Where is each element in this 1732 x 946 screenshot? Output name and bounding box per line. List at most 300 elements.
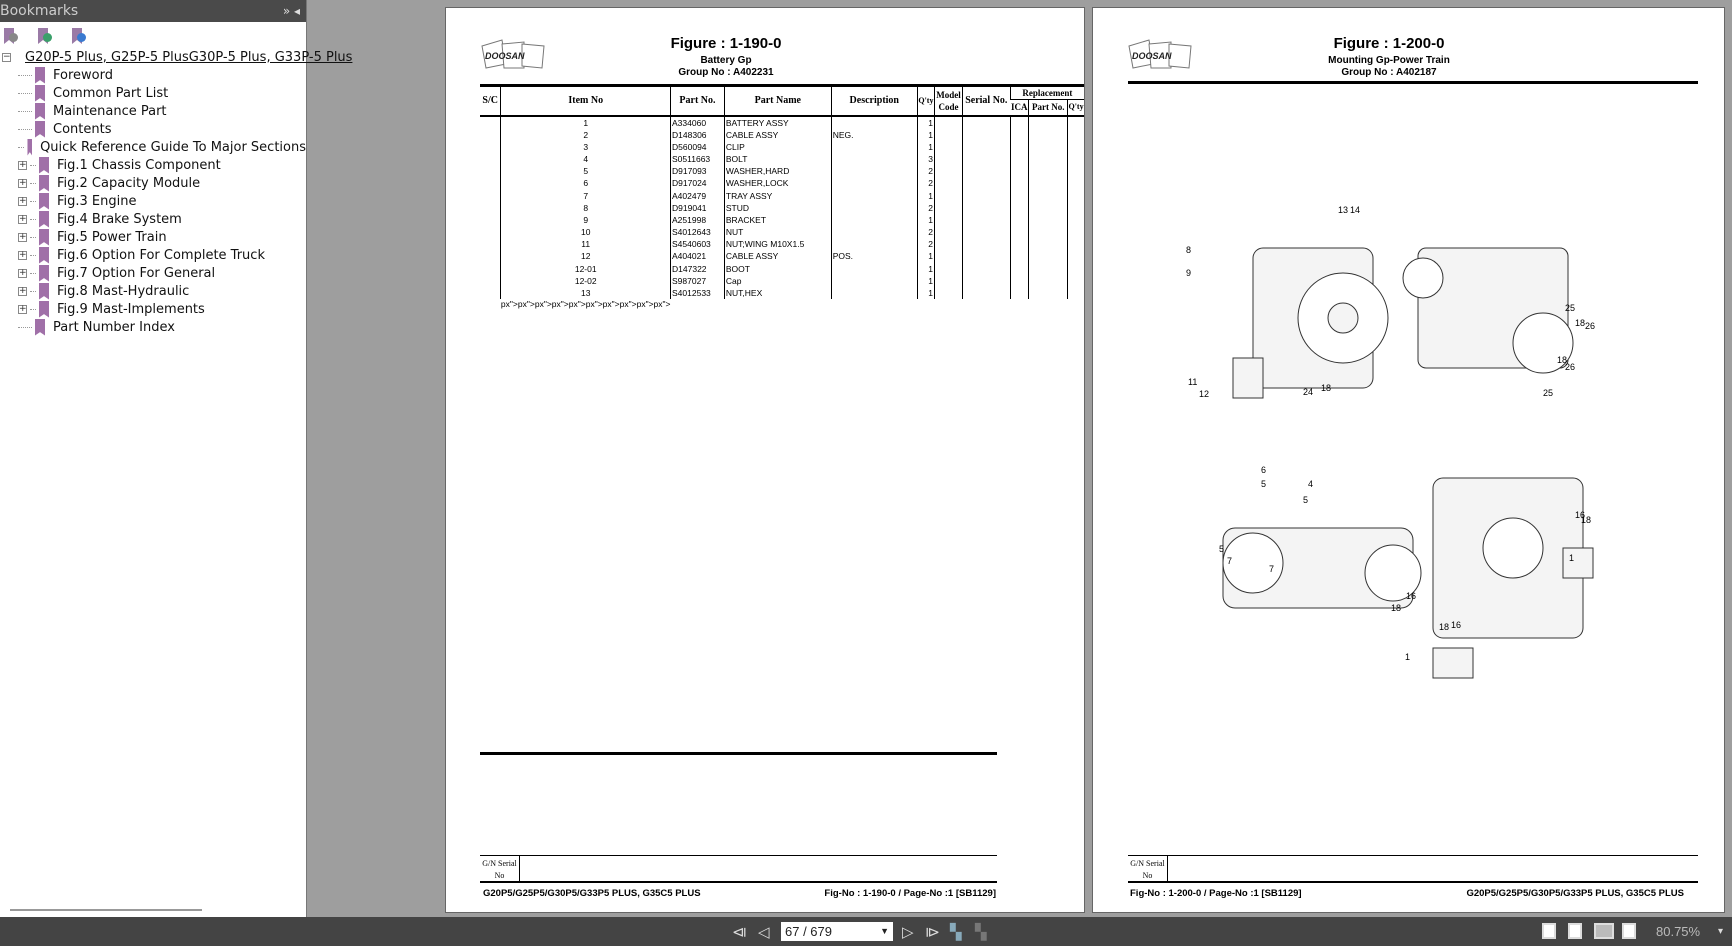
callout-number: 7	[1227, 556, 1233, 566]
cell-qty: 1	[917, 141, 934, 153]
callout-number: 1	[1569, 553, 1575, 563]
group-number: Group No : A402187	[1341, 67, 1437, 78]
figure-title: Figure : 1-200-0	[1333, 35, 1445, 52]
cell-sc	[480, 287, 501, 299]
col-sc: S/C	[480, 86, 501, 116]
cell-repl-qty	[1068, 116, 1084, 129]
bookmark-label: Fig.3 Engine	[57, 193, 137, 209]
tree-line	[30, 273, 36, 274]
single-page-view-button[interactable]	[1542, 923, 1556, 939]
cell-sc	[480, 238, 501, 250]
bookmarks-toolbar	[0, 22, 306, 48]
bookmark-item[interactable]	[0, 300, 306, 318]
table-row	[480, 165, 1084, 177]
cell-item: 12-01	[501, 263, 671, 275]
mount-bracket-drawing	[1233, 358, 1263, 398]
cell-repl-qty	[1068, 263, 1084, 275]
page-number-value: 67 / 679	[785, 924, 832, 939]
table-row	[480, 153, 1084, 165]
cell-description: NEG.	[831, 129, 917, 141]
cell-ica	[1010, 141, 1029, 153]
cell-description	[831, 177, 917, 189]
bookmark-item[interactable]	[0, 282, 306, 300]
cell-repl-qty	[1068, 275, 1084, 287]
col-part-no: Part No.	[671, 86, 725, 116]
cell-qty: 2	[917, 165, 934, 177]
bookmark-label: Maintenance Part	[53, 103, 167, 119]
callout-number: 5	[1219, 544, 1225, 554]
cell-sc	[480, 177, 501, 189]
exploded-parts-diagram	[1186, 205, 1633, 728]
zoom-level[interactable]: 80.75%	[1656, 924, 1701, 939]
cell-ica	[1010, 202, 1029, 214]
cell-description	[831, 275, 917, 287]
tree-line	[18, 129, 32, 130]
bookmark-icon	[35, 319, 45, 336]
cell-qty: 1	[917, 189, 934, 201]
cell-ica	[1010, 177, 1029, 189]
cell-repl-part	[1029, 238, 1068, 250]
bookmark-label: Fig.5 Power Train	[57, 229, 167, 245]
bookmark-item[interactable]	[0, 156, 306, 174]
svg-text:DOOSAN: DOOSAN	[1132, 51, 1172, 61]
bookmark-tree	[0, 48, 353, 336]
cell-repl-part	[1029, 214, 1068, 226]
cell-model	[934, 263, 962, 275]
cell-item: 12-02	[501, 275, 671, 287]
cell-description	[831, 189, 917, 201]
cell-repl-part	[1029, 250, 1068, 262]
footer-models: G20P5/G25P5/G30P5/G33P5 PLUS, G35C5 PLUS	[483, 888, 701, 899]
callout-number: 18	[1391, 603, 1402, 613]
first-page-button[interactable]: ⧏	[732, 924, 747, 941]
footer-fig-no: Fig-No : 1-200-0 / Page-No :1 [SB1129]	[1130, 888, 1302, 899]
cell-serial	[962, 226, 1010, 238]
cell-repl-qty	[1068, 238, 1084, 250]
cell-repl-qty	[1068, 165, 1084, 177]
cell-serial	[962, 116, 1010, 129]
footer-fig-no: Fig-No : 1-190-0 / Page-No :1 [SB1129]	[824, 888, 996, 899]
cell-part-no: D917093	[671, 165, 725, 177]
bookmark-icon	[39, 301, 49, 318]
cell-repl-qty	[1068, 202, 1084, 214]
cell-repl-qty	[1068, 287, 1084, 299]
callout-number: 25	[1565, 303, 1576, 313]
bookmark-icon	[35, 103, 45, 120]
cell-item: 4	[501, 153, 671, 165]
callout-number: 16	[1406, 591, 1417, 601]
cell-repl-part	[1029, 226, 1068, 238]
tree-line	[18, 93, 32, 94]
cell-part-no: D148306	[671, 129, 725, 141]
cell-serial	[962, 214, 1010, 226]
callout-number: 7	[1269, 564, 1275, 574]
cell-part-name: BATTERY ASSY	[724, 116, 831, 129]
cell-serial	[962, 189, 1010, 201]
table-row	[480, 214, 1084, 226]
callout-number: 9	[1186, 268, 1192, 278]
cell-ica	[1010, 238, 1029, 250]
col-repl-part-no: Part No.	[1029, 100, 1068, 116]
bookmark-label: Quick Reference Guide To Major Sections	[40, 139, 306, 155]
expand-icon[interactable]: +	[19, 195, 27, 206]
footer-models: G20P5/G25P5/G30P5/G33P5 PLUS, G35C5 PLUS	[1466, 888, 1684, 899]
callout-number: 18	[1321, 383, 1332, 393]
expand-icon[interactable]: +	[19, 213, 27, 224]
cell-part-no: A404021	[671, 250, 725, 262]
cell-part-name: CLIP	[724, 141, 831, 153]
cell-sc	[480, 202, 501, 214]
cell-qty: 1	[917, 214, 934, 226]
two-page-view-button[interactable]	[1594, 923, 1614, 939]
bookmark-root[interactable]	[0, 48, 353, 66]
cell-repl-qty	[1068, 226, 1084, 238]
continuous-view-button[interactable]	[1568, 923, 1582, 939]
bookmark-item[interactable]	[0, 174, 306, 192]
cell-sc	[480, 141, 501, 153]
cell-qty: 2	[917, 177, 934, 189]
expand-icon[interactable]: +	[19, 267, 27, 278]
cell-ica	[1010, 165, 1029, 177]
cell-repl-part	[1029, 129, 1068, 141]
cell-repl-qty	[1068, 129, 1084, 141]
cell-ica	[1010, 153, 1029, 165]
cell-part-name: CABLE ASSY	[724, 250, 831, 262]
page-number-input[interactable]	[781, 922, 893, 941]
cell-sc	[480, 214, 501, 226]
cell-model	[934, 141, 962, 153]
cell-part-name: TRAY ASSY	[724, 189, 831, 201]
add-bookmark-icon[interactable]	[38, 28, 52, 44]
table-row	[480, 202, 1084, 214]
callout-number: 26	[1565, 362, 1576, 372]
bookmark-item[interactable]	[0, 120, 306, 138]
callout-number: 13	[1338, 205, 1349, 215]
cell-part-no: D560094	[671, 141, 725, 153]
cell-serial	[962, 153, 1010, 165]
gn-serial-label: G/N Serial No	[480, 856, 520, 881]
cell-item: 2	[501, 129, 671, 141]
cell-model	[934, 177, 962, 189]
cell-description	[831, 165, 917, 177]
table-bottom-rule	[480, 752, 997, 755]
cell-item: 8	[501, 202, 671, 214]
cell-model	[934, 116, 962, 129]
cell-model	[934, 226, 962, 238]
pdf-page-illustration	[1092, 7, 1725, 913]
bookmark-label: Part Number Index	[53, 319, 175, 335]
cell-part-name: CABLE ASSY	[724, 129, 831, 141]
horizontal-scrollbar[interactable]	[10, 909, 202, 911]
cell-repl-part	[1029, 287, 1068, 299]
cell-model	[934, 214, 962, 226]
callout-number: 8	[1186, 245, 1192, 255]
cell-qty: 2	[917, 226, 934, 238]
delete-bookmark-icon[interactable]	[4, 28, 18, 44]
tree-line	[30, 309, 36, 310]
expand-icon[interactable]: +	[19, 177, 27, 188]
callout-number: 11	[1188, 377, 1198, 387]
cell-serial	[962, 238, 1010, 250]
table-row	[480, 177, 1084, 189]
table-row	[480, 129, 1084, 141]
bookmark-item[interactable]	[0, 102, 306, 120]
panel-controls[interactable]: » ◂	[282, 4, 300, 18]
tree-line	[18, 111, 32, 112]
tree-line	[18, 327, 32, 328]
cell-model	[934, 202, 962, 214]
cell-ica	[1010, 275, 1029, 287]
tree-line	[18, 75, 32, 76]
goto-bookmark-icon[interactable]	[72, 28, 86, 44]
tree-line	[30, 237, 36, 238]
callout-number: 1	[1405, 652, 1411, 662]
cell-qty: 1	[917, 129, 934, 141]
bookmark-label: Fig.9 Mast-Implements	[57, 301, 205, 317]
cell-part-name: BRACKET	[724, 214, 831, 226]
table-row	[480, 287, 1084, 299]
callout-number: 16	[1451, 620, 1462, 630]
cell-repl-part	[1029, 116, 1068, 129]
table-row	[480, 226, 1084, 238]
cell-ica	[1010, 250, 1029, 262]
expand-icon[interactable]: +	[19, 285, 27, 296]
navigation-toolbar	[0, 917, 1732, 946]
cell-item: 10	[501, 226, 671, 238]
cell-qty: 1	[917, 287, 934, 299]
bookmark-icon	[35, 85, 45, 102]
cell-part-no: A251998	[671, 214, 725, 226]
tree-line	[30, 291, 36, 292]
cell-sc	[480, 275, 501, 287]
col-part-name: Part Name	[724, 86, 831, 116]
bookmark-item[interactable]	[0, 318, 306, 336]
cell-repl-part	[1029, 263, 1068, 275]
figure-subtitle: Mounting Gp-Power Train	[1328, 55, 1450, 66]
cell-model	[934, 153, 962, 165]
header-rule	[1128, 81, 1698, 84]
bookmark-icon	[39, 211, 49, 228]
parts-table: S/C Item No Part No. Part Name Description Q'ty Model Code Serial No. Replacement ICA Part No. Q'ty 1 A334060 BATTERY ASSY 1 2 D148306 CABLE ASSY NEG. 1 3 D560094 CLIP 1 4 S0511663 BOLT 3 5 D917093 WASHER,HARD 2 6 D917024 WASHER,LOCK 2 7 A402479 TRAY ASSY 1 8 D919041 STUD 2 9 A251998 BRACKET 1 10 S4012643 NUT 2 11 S4540603 NUT;WING M10X1.5 2 12 A404021 CABLE ASSY POS. 1 12-01 D147322 BOOT 1 12-02 S987027 Cap 1 13 S4012533 NUT,HEX 1 px">px">px">px">px">px">px">px">px">px">	[480, 84, 1084, 748]
pdf-page-parts-list	[445, 7, 1085, 913]
cell-model	[934, 238, 962, 250]
bookmark-label: Contents	[53, 121, 112, 137]
cell-model	[934, 250, 962, 262]
cell-part-name: BOLT	[724, 153, 831, 165]
bookmark-item[interactable]	[0, 228, 306, 246]
cell-serial	[962, 177, 1010, 189]
dropdown-arrow-icon[interactable]: ▼	[880, 926, 889, 936]
cell-description	[831, 263, 917, 275]
col-ica: ICA	[1010, 100, 1029, 116]
table-row	[480, 116, 1084, 129]
cell-model	[934, 129, 962, 141]
cell-model	[934, 275, 962, 287]
cell-model	[934, 165, 962, 177]
bookmark-icon	[39, 193, 49, 210]
group-number: Group No : A402231	[678, 67, 774, 78]
cell-part-no: S987027	[671, 275, 725, 287]
cell-item: 5	[501, 165, 671, 177]
cell-description	[831, 287, 917, 299]
cell-repl-qty	[1068, 214, 1084, 226]
callout-number: 6	[1261, 465, 1267, 475]
tree-line	[30, 201, 36, 202]
bookmark-icon	[39, 247, 49, 264]
table-row	[480, 141, 1084, 153]
bookmarks-panel	[0, 0, 353, 917]
collapse-icon[interactable]: −	[3, 51, 11, 62]
callout-number: 5	[1303, 495, 1309, 505]
cell-serial	[962, 202, 1010, 214]
bookmark-label: Fig.1 Chassis Component	[57, 157, 221, 173]
cell-serial	[962, 129, 1010, 141]
col-replacement: Replacement	[1010, 86, 1084, 100]
gn-serial-box	[480, 855, 997, 883]
cell-part-name: NUT;WING M10X1.5	[724, 238, 831, 250]
cell-ica	[1010, 189, 1029, 201]
previous-view-icon[interactable]: ▚	[950, 924, 962, 941]
cell-qty: 1	[917, 263, 934, 275]
next-view-icon[interactable]: ▚	[975, 924, 987, 941]
col-item-no: Item No	[501, 86, 671, 116]
cell-part-no: A402479	[671, 189, 725, 201]
cell-part-name: NUT,HEX	[724, 287, 831, 299]
col-repl-qty: Q'ty	[1068, 100, 1084, 116]
cell-item: 9	[501, 214, 671, 226]
cell-qty: 2	[917, 202, 934, 214]
cell-item: 7	[501, 189, 671, 201]
expand-icon[interactable]: +	[19, 159, 27, 170]
cell-part-name: WASHER,LOCK	[724, 177, 831, 189]
col-qty: Q'ty	[917, 86, 934, 116]
cell-qty: 1	[917, 250, 934, 262]
table-row	[480, 263, 1084, 275]
bookmark-label: Fig.8 Mast-Hydraulic	[57, 283, 190, 299]
cell-ica	[1010, 214, 1029, 226]
cell-description	[831, 202, 917, 214]
cell-sc	[480, 153, 501, 165]
cell-repl-part	[1029, 165, 1068, 177]
bookmark-label: Fig.4 Brake System	[57, 211, 182, 227]
cell-repl-part	[1029, 202, 1068, 214]
cell-ica	[1010, 116, 1029, 129]
bookmark-icon	[39, 157, 49, 174]
cell-part-name: STUD	[724, 202, 831, 214]
bookmark-item[interactable]	[0, 210, 306, 228]
last-page-button[interactable]: ⧐	[925, 924, 940, 941]
cell-serial	[962, 263, 1010, 275]
cell-sc	[480, 116, 501, 129]
cell-part-no: A334060	[671, 116, 725, 129]
bookmarks-title: Bookmarks	[0, 3, 79, 19]
cell-part-no: S4012643	[671, 226, 725, 238]
cell-serial	[962, 165, 1010, 177]
tree-line	[18, 147, 24, 148]
col-description: Description	[831, 86, 917, 116]
cell-part-name: Cap	[724, 275, 831, 287]
two-page-continuous-view-button[interactable]	[1622, 923, 1636, 939]
zoom-dropdown-icon[interactable]: ▾	[1718, 926, 1724, 937]
cell-item: 3	[501, 141, 671, 153]
cell-qty: 1	[917, 116, 934, 129]
callout-number: 4	[1308, 479, 1314, 489]
expand-icon[interactable]: +	[19, 231, 27, 242]
cell-description	[831, 226, 917, 238]
cell-part-name: NUT	[724, 226, 831, 238]
bookmark-icon	[39, 229, 49, 246]
table-row	[480, 189, 1084, 201]
cell-qty: 3	[917, 153, 934, 165]
col-serial-no: Serial No.	[962, 86, 1010, 116]
cell-description	[831, 116, 917, 129]
next-page-button[interactable]: ▷	[902, 924, 914, 941]
bookmark-item[interactable]	[0, 264, 306, 282]
cell-repl-part	[1029, 153, 1068, 165]
cell-sc	[480, 165, 501, 177]
cell-sc	[480, 250, 501, 262]
callout-number: 25	[1543, 388, 1554, 398]
bookmark-root-label: G20P-5 Plus, G25P-5 PlusG30P-5 Plus, G33P-5 Plus	[25, 49, 353, 65]
bookmark-icon	[39, 283, 49, 300]
cell-description	[831, 141, 917, 153]
bookmark-item[interactable]	[0, 246, 306, 264]
cell-part-no: D147322	[671, 263, 725, 275]
cell-sc	[480, 226, 501, 238]
expand-icon[interactable]: +	[19, 249, 27, 260]
bookmarks-header	[0, 0, 306, 22]
gn-serial-box	[1128, 855, 1698, 883]
cell-repl-part	[1029, 141, 1068, 153]
bookmark-icon	[35, 121, 45, 138]
cell-repl-part	[1029, 189, 1068, 201]
bookmark-icon	[27, 139, 32, 156]
tree-line	[30, 255, 36, 256]
gn-serial-label: G/N Serial No	[1128, 856, 1168, 881]
cell-part-no: D919041	[671, 202, 725, 214]
cell-sc	[480, 129, 501, 141]
cell-part-no: S4540603	[671, 238, 725, 250]
previous-page-button[interactable]: ◁	[758, 924, 770, 941]
cell-item: 13	[501, 287, 671, 299]
expand-icon[interactable]: +	[19, 303, 27, 314]
cell-repl-qty	[1068, 141, 1084, 153]
cell-item: 6	[501, 177, 671, 189]
cell-model	[934, 287, 962, 299]
bookmark-item[interactable]	[0, 66, 306, 84]
figure-title: Figure : 1-190-0	[670, 35, 782, 52]
cell-sc	[480, 189, 501, 201]
cell-qty: 2	[917, 238, 934, 250]
cell-serial	[962, 287, 1010, 299]
bookmark-item[interactable]	[0, 84, 306, 102]
bookmark-item[interactable]	[0, 192, 306, 210]
doosan-logo	[480, 38, 546, 70]
cell-part-name: BOOT	[724, 263, 831, 275]
bookmark-label: Fig.7 Option For General	[57, 265, 216, 281]
cell-item: 1	[501, 116, 671, 129]
bookmark-label: Fig.2 Capacity Module	[57, 175, 201, 191]
cell-repl-part	[1029, 177, 1068, 189]
cell-ica	[1010, 287, 1029, 299]
bookmark-item[interactable]	[0, 138, 306, 156]
table-row	[480, 250, 1084, 262]
callout-number: 14	[1350, 205, 1361, 215]
cell-serial	[962, 141, 1010, 153]
tree-line	[30, 165, 36, 166]
callout-number: 16	[1575, 510, 1586, 520]
cell-item: 12	[501, 250, 671, 262]
